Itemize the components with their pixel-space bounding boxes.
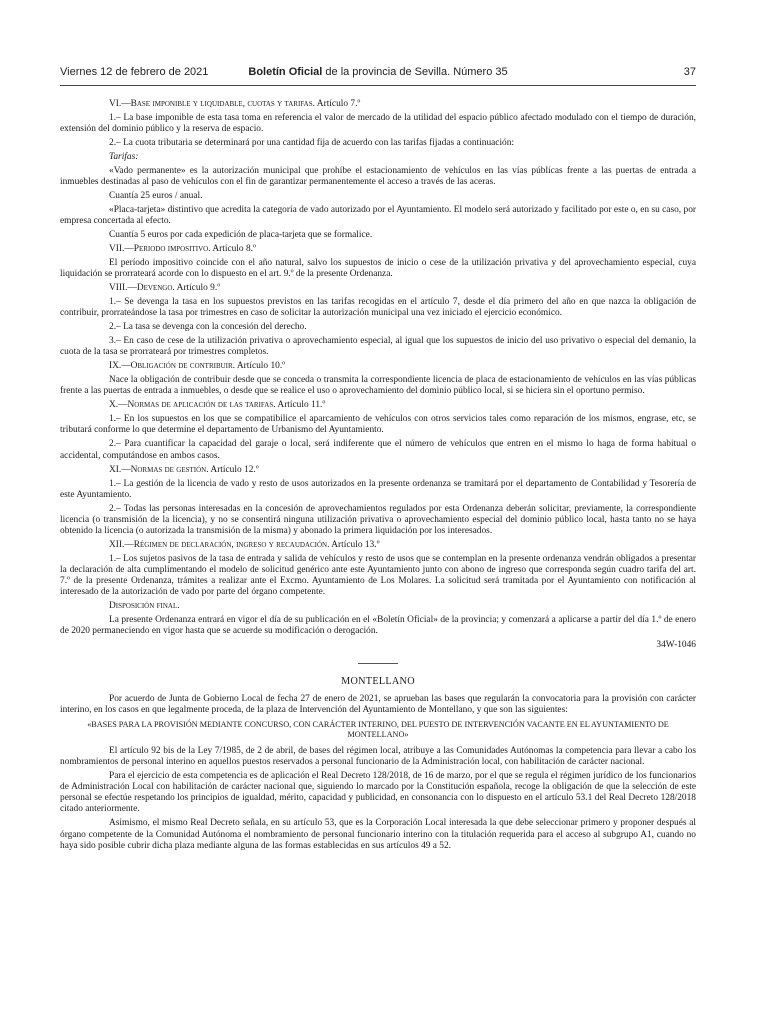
paragraph: Cuantía 25 euros / anual. <box>109 191 203 202</box>
paragraph: 1.– La base imponible de esta tasa toma en referencia el valor de mercado de la utilidad del espacio público afectado modulado con el tiempo de duración, extensión del dominio público y la reserva de espacio. <box>60 112 696 135</box>
section-heading-title: VII.—Periodo impositivo. <box>109 244 211 255</box>
page-header <box>60 66 696 82</box>
paragraph: 1.– La gestión de la licencia de vado y resto de usos autorizados en la presente ordenanza se tramitará por el departamento de Contabilidad y Tesorería de este Ayuntamiento. <box>60 478 696 500</box>
subheading: Tarifas: <box>109 152 139 163</box>
section-heading <box>60 99 696 110</box>
reference-code: 34W-1046 <box>656 640 696 651</box>
section-heading <box>60 361 696 372</box>
header-bulletin-name: Boletín Oficial <box>248 66 323 78</box>
paragraph: La presente Ordenanza entrará en vigor el día de su publicación en el «Boletín Oficial» de la provincia; y comenzará a aplicarse a partir del día 1.º de enero de 2020 permaneciendo en vigor hasta que se acuerde su modificación o derogación. <box>60 615 696 637</box>
paragraph: 2.– La tasa se devenga con la concesión del derecho. <box>109 322 307 333</box>
section-heading <box>60 540 696 551</box>
section-heading-article: Artículo 11.º <box>275 400 326 411</box>
section-heading-article: Artículo 10.º <box>235 361 286 372</box>
paragraph: El artículo 92 bis de la Ley 7/1985, de 2 de abril, de bases del régimen local, atribuye a las Comunidades Autónomas la competencia para llevar a cabo los nombramientos de personal interino en aquellos puestos reservados a personal funcionario de la Administración local, con habilitación de carácter nacional. <box>60 746 696 768</box>
section-heading-title: XI.—Normas de gestión. <box>109 464 209 475</box>
paragraph: Para el ejercicio de esta competencia es de aplicación el Real Decreto 128/2018, de 16 de marzo, por el que se regula el régimen jurídico de los funcionarios de Administración Local con habilitación de carácter nacional que, siguiendo lo marcado por la Constitución española, recoge la obligación de que la selección de este personal se efectúe respetando los principios de igualdad, mérito, capacidad y publicidad, en consonancia con lo dispuesto en el artículo 53.1 del Real Decreto 128/2018 citado anteriormente. <box>60 771 696 815</box>
section-heading-title: X.—Normas de aplicación de las tarifas. <box>109 400 276 411</box>
paragraph: Por acuerdo de Junta de Gobierno Local de fecha 27 de enero de 2021, se aprueban las bases que regularán la convocatoria para la provisión con carácter interino, en los casos en que legalmente proceda, de la plaza de Intervención del Ayuntamiento de Montellano, y que son las siguientes: <box>60 694 696 716</box>
paragraph: 1.– Los sujetos pasivos de la tasa de entrada y salida de vehículos y resto de usos que se contemplan en la presente ordenanza vendrán obligados a presentar la declaración de alta cumplimentando el modelo de solicitud genérico ante este Ayuntamiento junto con abono de ingreso que corresponda según cuadro tarifa del art. 7.º de la presente Ordenanza, trámites a realizar ante el Excmo. Ayuntamiento de Los Molares. La solicitud será tramitada por el Ayuntamiento con notificación al interesado de la autorización de vado por parte del órgano competente. <box>60 553 696 598</box>
paragraph: 2.– Para cuantificar la capacidad del garaje o local, será indiferente que el número de vehículos que entren en el mismo lo haga de forma habitual o accidental, computándose en ambos casos. <box>60 439 696 461</box>
section-title: MONTELLANO <box>341 676 415 688</box>
paragraph: 2.– Todas las personas interesadas en la concesión de aprovechamientos regulados por esta Ordenanza deberán solicitar, previamente, la correspondiente licencia (o transmisión de la licencia), y no se consentirá ninguna utilización privativa o aprovechamiento especial del dominio público local, hasta tanto no se haya obtenido la licencia (o autorizada la transmisión de la misma) y abonado la primera liquidación por los interesados. <box>60 503 696 536</box>
section-heading-title: Disposición final. <box>109 601 180 612</box>
section-heading-article: Artículo 8.º <box>210 244 256 255</box>
section-heading <box>60 244 696 255</box>
header-date: Viernes 12 de febrero de 2021 <box>60 66 209 78</box>
paragraph: 2.– La cuota tributaria se determinará por una cantidad fija de acuerdo con las tarifas fijadas a continuación: <box>109 138 515 149</box>
section-heading-title: VI.—Base imponible y liquidable, cuotas y tarifas. <box>109 99 315 109</box>
header-bulletin-issue: de la provincia de Sevilla. Número 35 <box>322 66 508 78</box>
paragraph: «Placa-tarjeta» distintivo que acredita la categoría de vado autorizado por el Ayuntamiento. El modelo será autorizado y facilitado por este o, en su caso, por empresa concertada al efecto. <box>60 205 696 227</box>
paragraph: 1.– Se devenga la tasa en los supuestos previstos en las tarifas recogidas en el artículo 7, desde el día primero del año en que nazca la obligación de contribuir, prorrateándose la tasa por trimestres en caso de solicitar la autorización municipal una vez iniciado el ejercicio económico. <box>60 297 696 319</box>
section-heading <box>60 465 696 476</box>
paragraph: 1.– En los supuestos en los que se compatibilice el aparcamiento de vehículos con otros servicios tales como reparación de los mismos, engrase, etc, se tributará conforme lo que determine el departamento de Urbanismo del Ayuntamiento. <box>60 414 696 436</box>
section-heading-title: IX.—Obligación de contribuir. <box>109 361 236 372</box>
document-body <box>60 99 696 855</box>
paragraph: Cuantía 5 euros por cada expedición de placa-tarjeta que se formalice. <box>109 230 373 241</box>
section-heading <box>60 601 696 612</box>
paragraph: 3.– En caso de cese de la utilización privativa o aprovechamiento especial, al igual que los supuestos de inicio del uso privativo o especial del demanio, la cuota de la tasa se prorrateará por trimestres completos. <box>60 336 696 358</box>
section-heading-article: Artículo 9.º <box>174 283 221 294</box>
section-heading <box>60 283 696 294</box>
section-heading-article: Artículo 7.º <box>314 99 361 109</box>
section-heading-article: Artículo 13.º <box>329 539 380 550</box>
header-publication <box>60 66 696 78</box>
paragraph: Nace la obligación de contribuir desde que se conceda o transmita la correspondiente licencia de placa de estacionamiento de vehículos en las vías públicas frente a las puertas de entrada a inmuebles, o desde que se realice el uso o aprovechamiento del dominio público local, si se hiciera sin el oportuno permiso. <box>60 375 696 397</box>
section-separator <box>358 663 398 664</box>
section-heading-title: XII.—Régimen de declaración, ingreso y recaudación. <box>109 539 330 550</box>
section-heading <box>60 400 696 411</box>
header-rule <box>60 85 696 86</box>
paragraph: Asimismo, el mismo Real Decreto señala, en su artículo 53, que es la Corporación Local interesada la que debe seleccionar primero y proponer después al órgano competente de la Comunidad Autónoma el nombramiento de personal funcionario interino con la titulación requerida para el acceso al subgrupo A1, cuando no haya sido posible cubrir dicha plaza mediante alguna de las formas establecidas en sus artículos 49 a 52. <box>60 818 696 851</box>
paragraph: El período impositivo coincide con el año natural, salvo los supuestos de inicio o cese de la utilización privativa y del aprovechamiento especial, cuya liquidación se prorrateará acorde con lo dispuesto en el art. 9.º de la presente Ordenanza. <box>60 258 696 280</box>
section-heading-article: Artículo 12.º <box>208 464 259 475</box>
section-heading-title: VIII.—Devengo. <box>109 283 175 294</box>
paragraph: «Vado permanente» es la autorización municipal que prohíbe el estacionamiento de vehículos en las vías públicas frente a las puertas de entrada a inmuebles destinadas al paso de vehículos con el fin de garantizar permanentemente el acceso a través de las aceras. <box>60 166 696 188</box>
header-page-number: 37 <box>683 66 696 78</box>
bases-title: «BASES PARA LA PROVISIÓN MEDIANTE CONCURSO, CON CARÁCTER INTERINO, DEL PUESTO DE INTERVENCIÓN VACANTE EN EL AYUNTAMIENTO DE MONTELLANO» <box>87 720 669 740</box>
